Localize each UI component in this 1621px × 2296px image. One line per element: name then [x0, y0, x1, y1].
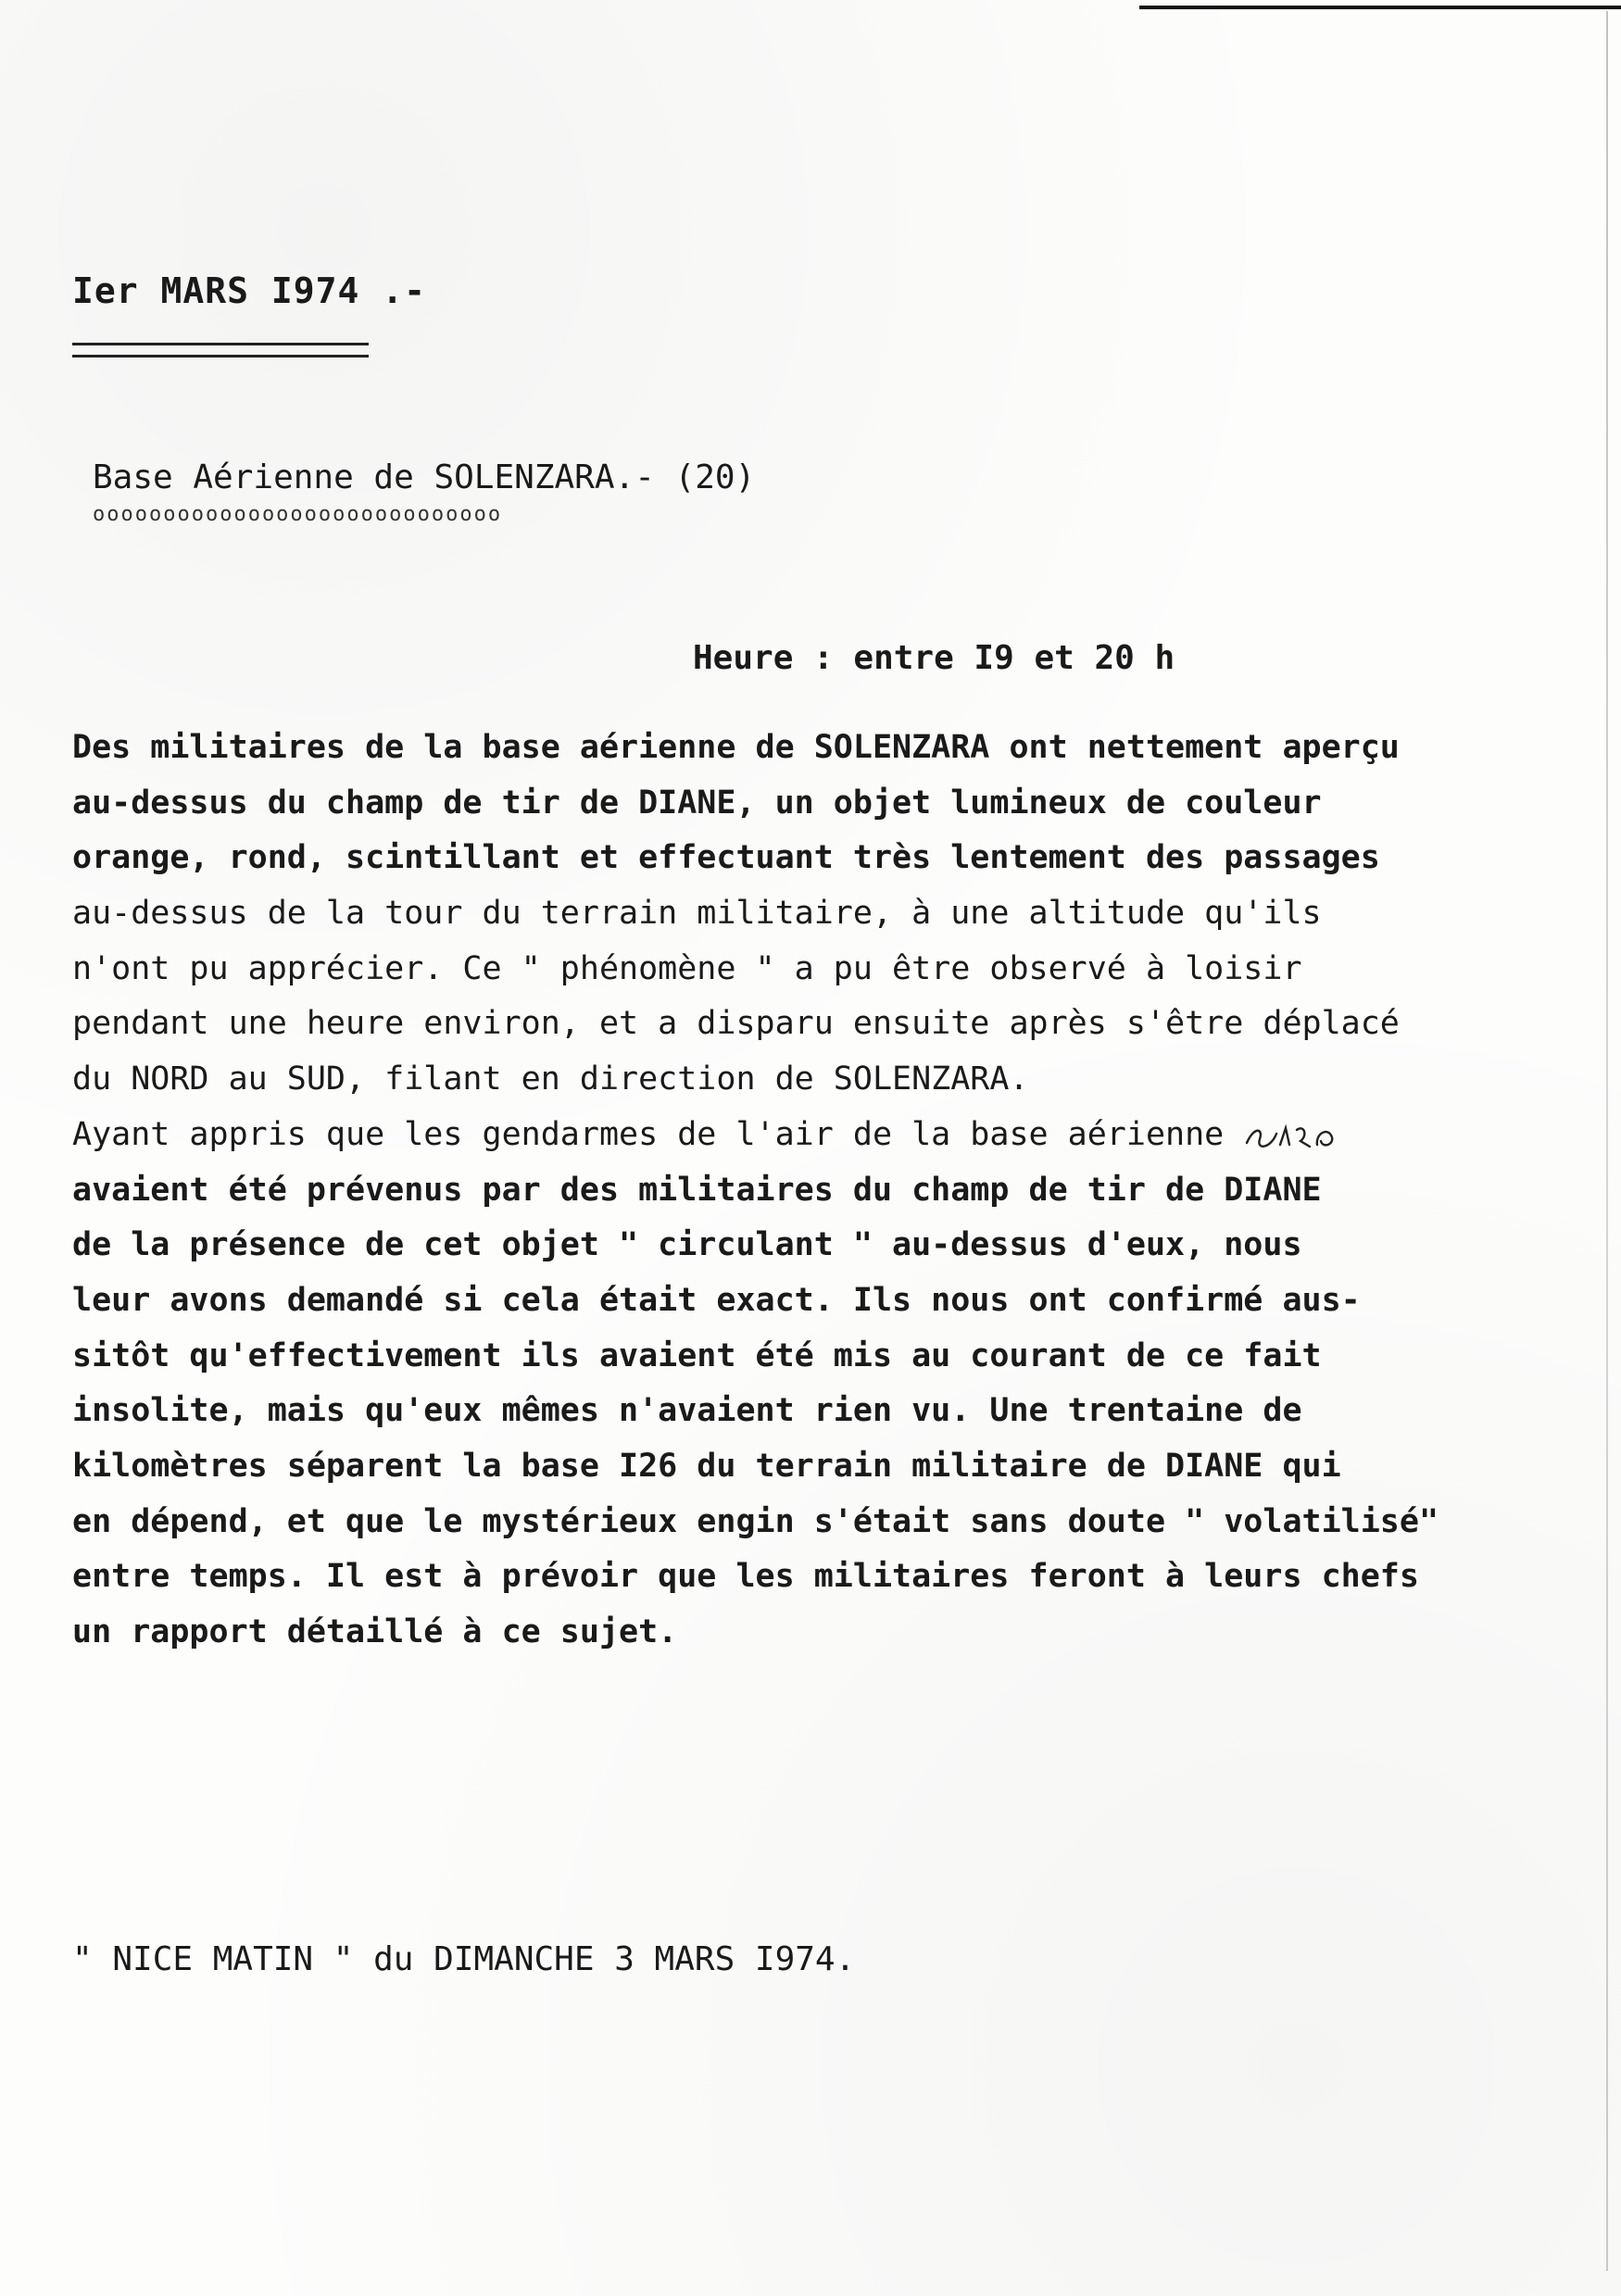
body-line: au-dessus de la tour du terrain militaire, à une altitude qu'ils [72, 895, 1322, 933]
time-line: Heure : entre I9 et 20 h [693, 639, 1175, 677]
body-line: avaient été prévenus par des militaires du champ de tir de DIANE [72, 1171, 1322, 1209]
body-line: sitôt qu'effectivement ils avaient été mis au courant de ce fait [72, 1336, 1322, 1374]
body-line: insolite, mais qu'eux mêmes n'avaient rien vu. Une trentaine de [72, 1392, 1302, 1430]
base-heading: Base Aérienne de SOLENZARA.- (20) [93, 458, 756, 496]
body-line: orange, rond, scintillant et effectuant très lentement des passages [72, 839, 1380, 877]
body-line: de la présence de cet objet " circulant " au-dessus d'eux, nous [72, 1226, 1302, 1264]
article-body [72, 721, 1591, 1661]
body-line: du NORD au SUD, filant en direction de SOLENZARA. [72, 1060, 1029, 1098]
body-line: un rapport détaillé à ce sujet. [72, 1613, 678, 1650]
body-line-with-note [72, 1108, 1591, 1163]
body-line: en dépend, et que le mystérieux engin s'était sans doute " volatilisé" [72, 1502, 1439, 1540]
body-line: pendant une heure environ, et a disparu ensuite après s'être déplacé [72, 1005, 1400, 1043]
base-heading-underline: ooooooooooooooooooooooooooooo [93, 503, 503, 526]
body-line: entre temps. Il est à prévoir que les militaires feront à leurs chefs [72, 1558, 1419, 1596]
body-line: Des militaires de la base aérienne de SOLENZARA ont nettement aperçu [72, 729, 1400, 766]
body-line-text: Ayant appris que les gendarmes de l'air de la base aérienne [72, 1115, 1225, 1153]
top-edge-rule [1139, 6, 1621, 9]
body-line: leur avons demandé si cela était exact. Ils nous ont confirmé aus- [72, 1281, 1361, 1319]
body-line: au-dessus du champ de tir de DIANE, un objet lumineux de couleur [72, 784, 1322, 822]
date-double-underline [72, 343, 369, 358]
date-heading: Ier MARS I974 .- [72, 270, 427, 311]
page-edge-shadow [1606, 11, 1608, 2271]
handwritten-note-icon [1243, 1117, 1345, 1154]
source-citation: " NICE MATIN " du DIMANCHE 3 MARS I974. [72, 1940, 856, 1978]
body-line: kilomètres séparent la base I26 du terrain militaire de DIANE qui [72, 1447, 1341, 1485]
body-line: n'ont pu apprécier. Ce " phénomène " a pu être observé à loisir [72, 949, 1302, 987]
